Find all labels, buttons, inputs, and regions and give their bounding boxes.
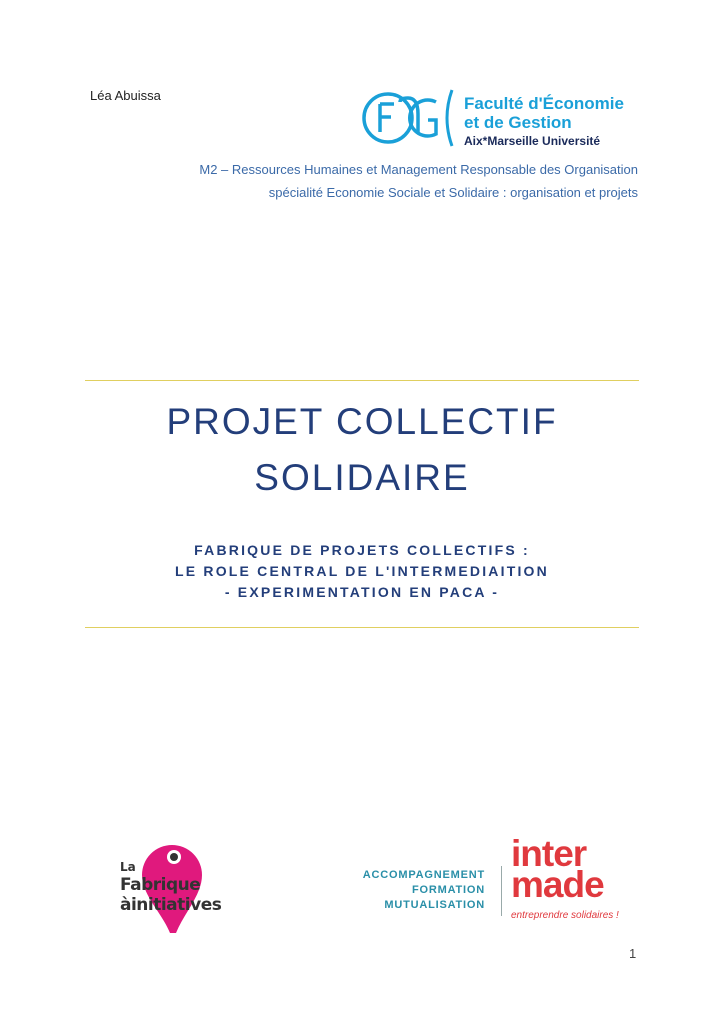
intermade-accompagnement: ACCOMPAGNEMENT bbox=[362, 869, 485, 881]
fabrique-logo-fabrique: Fabrique bbox=[120, 875, 201, 895]
feg-logo-line1: Faculté d'Économie bbox=[464, 94, 624, 113]
subtitle-line-2: LE ROLE CENTRAL DE L'INTERMEDIAITION bbox=[175, 563, 549, 579]
author-name: Léa Abuissa bbox=[90, 88, 161, 103]
fabrique-initiatives-logo bbox=[118, 843, 238, 935]
document-title bbox=[85, 394, 639, 506]
intermade-tagline: entreprendre solidaires ! bbox=[511, 910, 619, 921]
title-line-1: PROJET COLLECTIF bbox=[166, 401, 558, 442]
subtitle-line-1: FABRIQUE DE PROJETS COLLECTIFS : bbox=[194, 542, 530, 558]
title-line-2: SOLIDAIRE bbox=[254, 457, 470, 498]
subtitle-line-3: - EXPERIMENTATION EN PACA - bbox=[224, 584, 500, 600]
page-number: 1 bbox=[629, 946, 637, 961]
fabrique-logo-initiatives: àinitiatives bbox=[120, 895, 222, 915]
feg-logo bbox=[360, 84, 650, 152]
program-line-2: spécialité Economie Sociale et Solidaire : organisation et projets bbox=[268, 185, 638, 200]
intermade-formation: FORMATION bbox=[412, 884, 485, 896]
feg-logo-icon bbox=[360, 84, 460, 152]
program-line-1: M2 – Ressources Humaines et Management Responsable des Organisation bbox=[199, 162, 638, 177]
feg-logo-line2: et de Gestion bbox=[464, 113, 572, 132]
intermade-separator bbox=[501, 866, 502, 916]
divider-bottom bbox=[85, 627, 639, 628]
intermade-brand: inter made bbox=[511, 833, 604, 905]
divider-top bbox=[85, 380, 639, 381]
document-subtitle bbox=[85, 540, 639, 603]
fabrique-logo-la: La bbox=[120, 860, 136, 874]
feg-logo-line3: Aix*Marseille Université bbox=[464, 134, 601, 148]
intermade-logo bbox=[362, 833, 635, 928]
intermade-mutualisation: MUTUALISATION bbox=[384, 899, 485, 911]
